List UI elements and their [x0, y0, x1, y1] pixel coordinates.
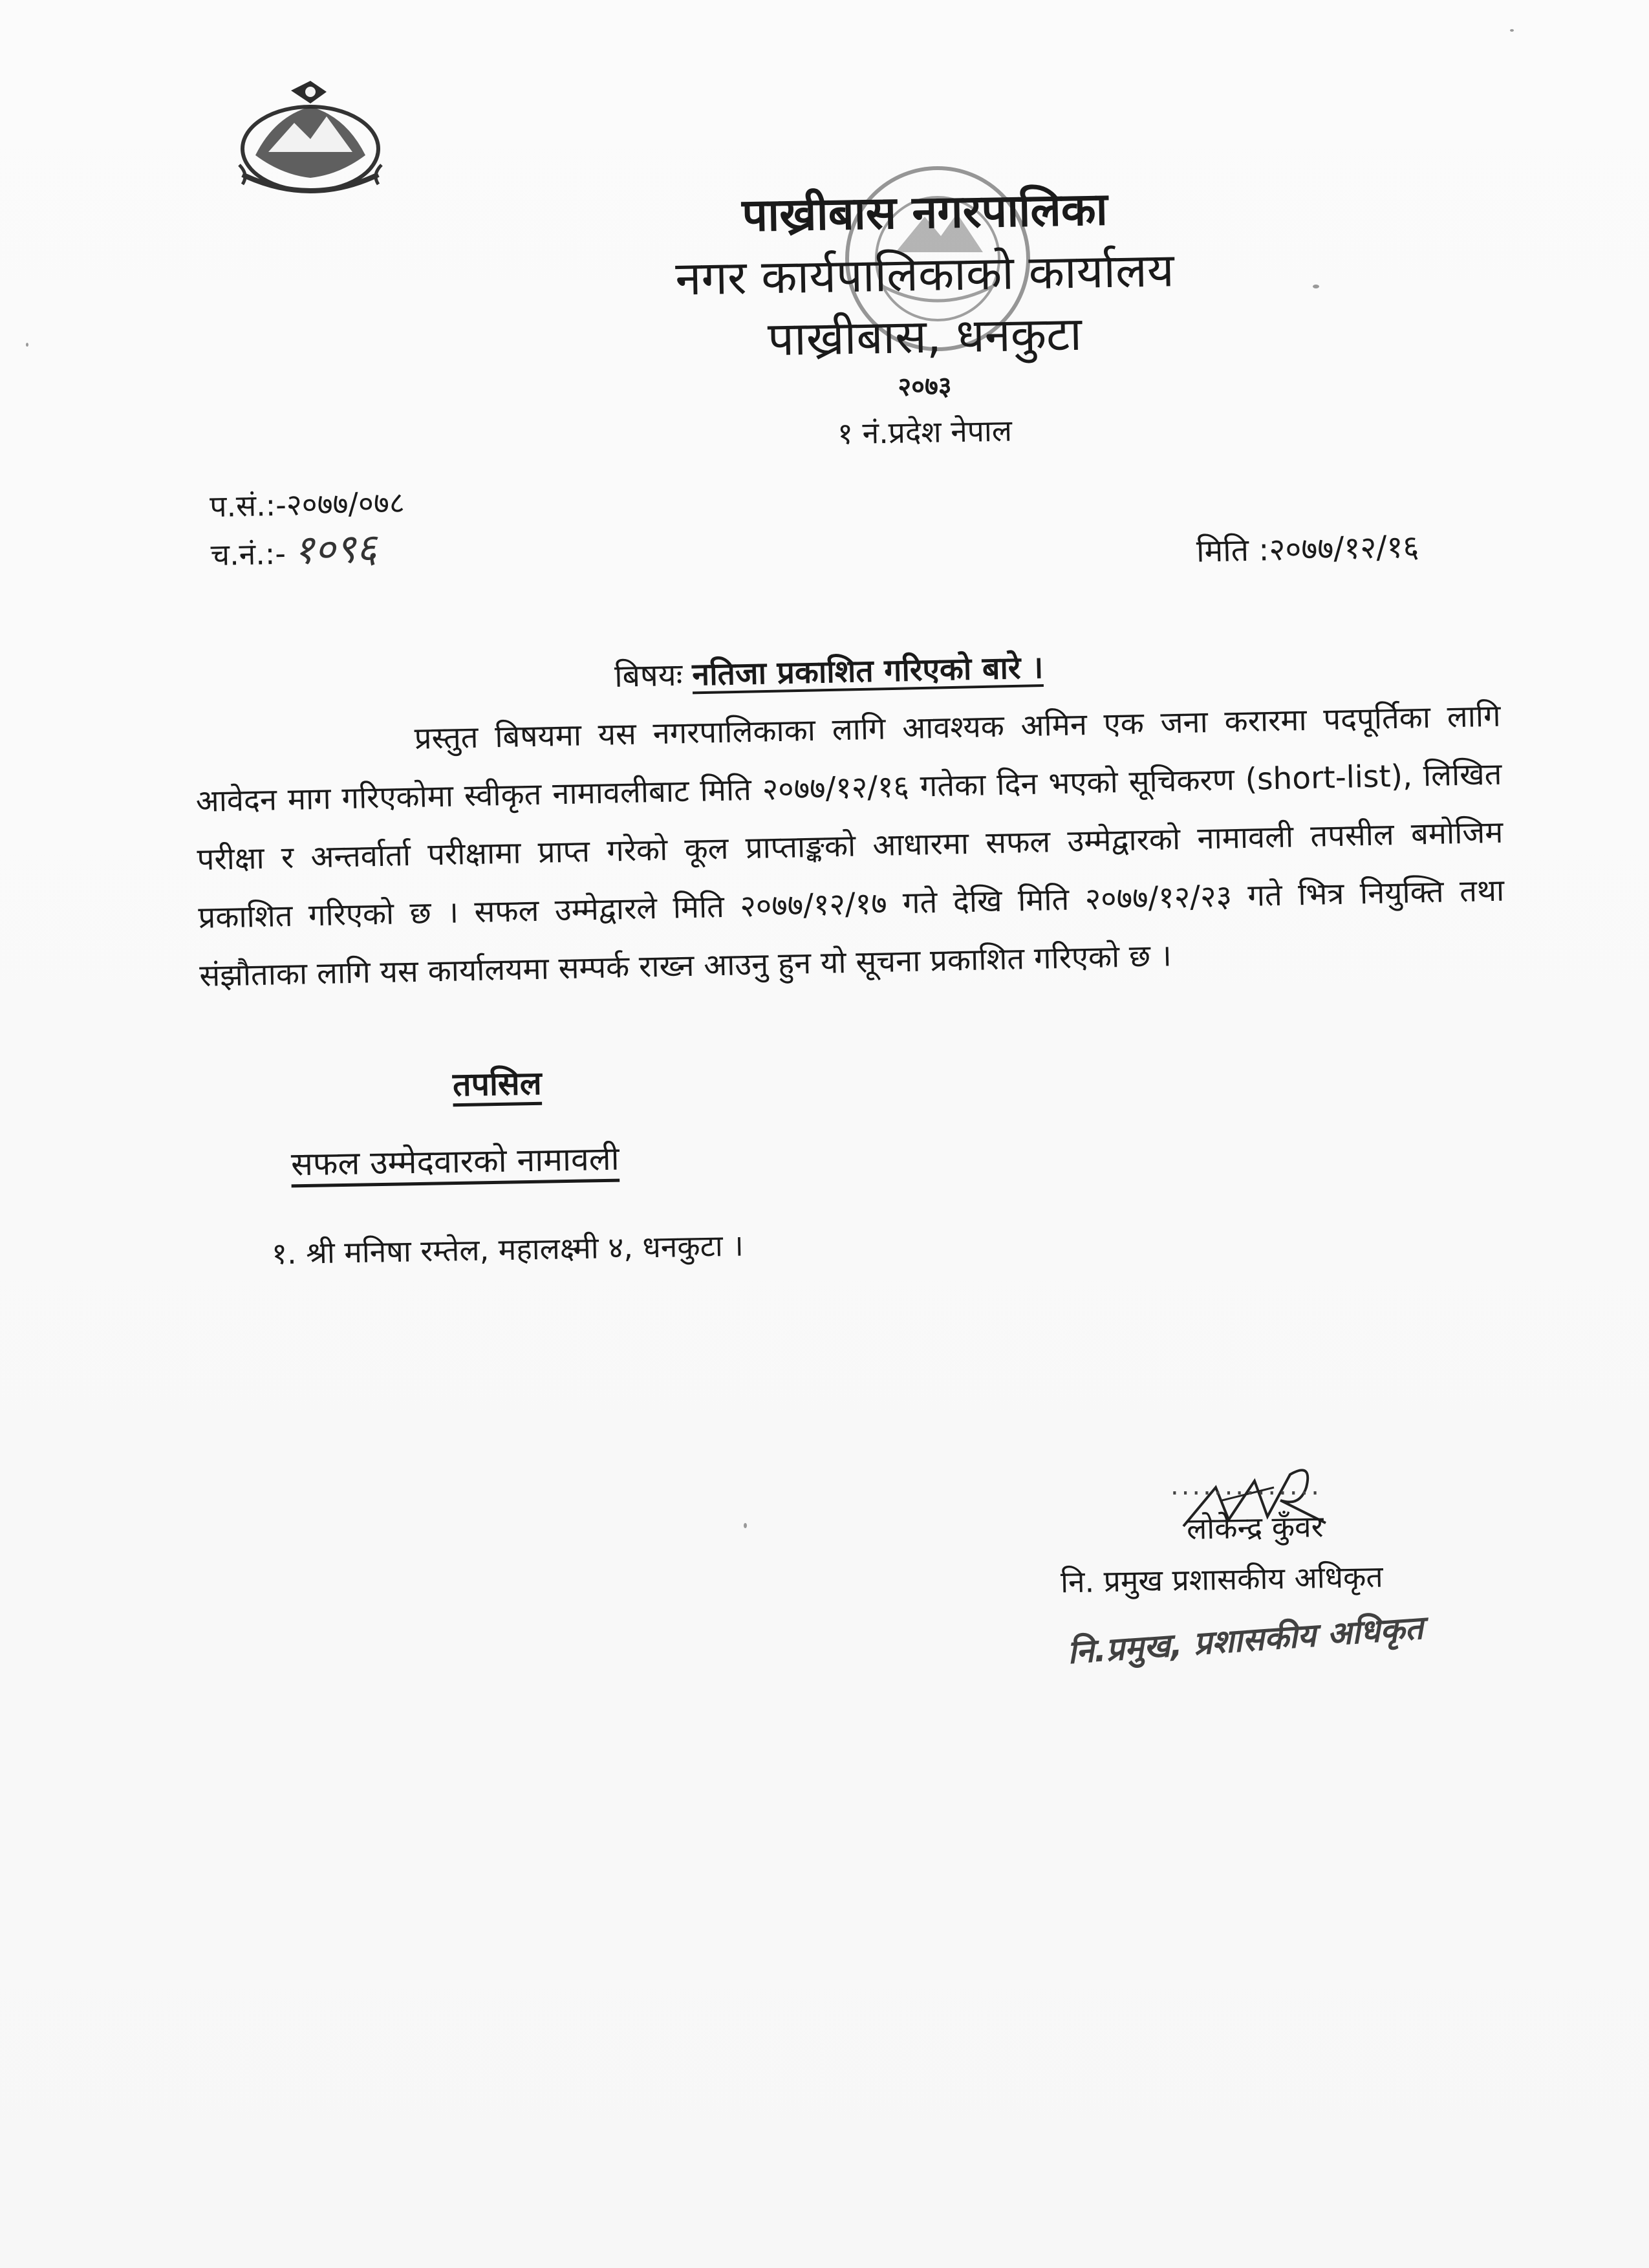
cn-value: १०९६ [293, 524, 378, 574]
nepal-emblem-icon [230, 78, 391, 200]
list-item: १. श्री मनिषा रम्तेल, महालक्ष्मी ४, धनकुटा । [271, 1227, 744, 1271]
subject-text: नतिजा प्रकाशित गरिएको बारे । [691, 649, 1044, 693]
signatory-seal: नि.प्रमुख, प्रशासकीय अधिकृत [1066, 1608, 1425, 1672]
scan-speck [744, 1523, 747, 1528]
body-paragraph: प्रस्तुत बिषयमा यस नगरपालिकाका लागि आवश्यक अमिन एक जना करारमा पदपूर्तिका लागि आवेदन माग गरिएकोमा स्वीकृत नामावलीबाट मिति २०७७/१२/१६ गतेका दिन भएको सूचिकरण (short-list), लिखित परीक्षा र अन्तर्वार्ता परीक्षामा प्राप्त गरेको कूल प्राप्ताङ्कको आधारमा सफल उम्मेद्वारको नामावली तपसील बमोजिम प्रकाशित गरिएको छ । सफल उम्मेद्वारले मिति २०७७/१२/१७ गते देखि मिति २०७७/१२/२३ गते भित्र नियुक्ति तथा संझौताका लागि यस कार्यालयमा सम्पर्क राख्न आउनु हुन यो सूचना प्रकाशित गरिएको छ । [195, 698, 1505, 994]
letterhead [634, 181, 1216, 458]
signature-dots: .............. [1170, 1471, 1322, 1501]
signatory-title: नि. प्रमुख प्रशासकीय अधिकृत [1060, 1559, 1383, 1600]
subject-label: बिषयः [614, 656, 683, 695]
subject-line [614, 645, 1044, 697]
scan-speck [26, 343, 28, 347]
reference-block [210, 480, 407, 578]
scan-speck [1510, 29, 1514, 32]
successful-candidates-heading: सफल उम्मेदवारको नामावली [290, 1139, 620, 1183]
province-name: १ नं.प्रदेश नेपाल [837, 413, 1013, 451]
date-value: २०७७/१२/१६ [1268, 528, 1419, 568]
office-address: पाख्रीबास, धनकुटा [767, 306, 1083, 367]
ps-value: २०७७/०७८ [286, 484, 405, 523]
candidate-list [272, 1225, 744, 1273]
ps-label: प.सं.:- [209, 487, 287, 524]
office-name: नगर कार्यपालिकाको कार्यालय [674, 243, 1175, 306]
date-label: मिति : [1196, 532, 1269, 570]
date-line [1196, 524, 1419, 571]
municipality-name: पाख्रीबास नगरपालिका [741, 182, 1108, 242]
cn-label: च.नं.:- [210, 535, 286, 573]
established-year: २०७३ [897, 371, 952, 402]
signatory-name: लोकेन्द्र कुँवर [1186, 1509, 1324, 1546]
chalani-number [210, 525, 406, 578]
scan-speck [1313, 285, 1319, 288]
patra-sankhya [210, 480, 405, 529]
tapasil-heading: तपसिल [452, 1064, 543, 1104]
